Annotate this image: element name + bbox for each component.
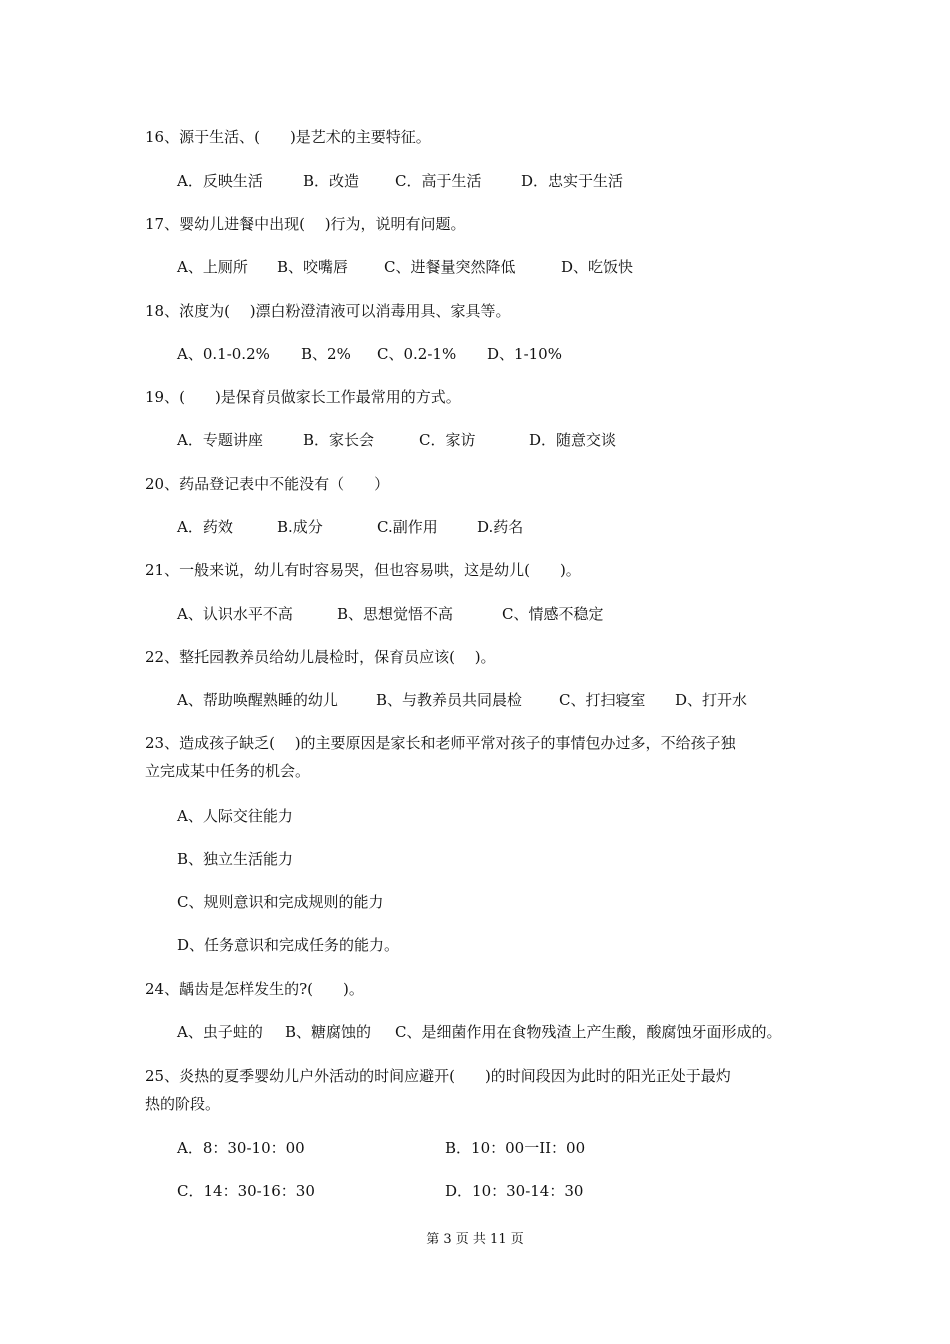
option: A、认识水平不高 [177,605,293,623]
option: D．忠实于生活 [521,172,624,190]
question-23-line-1: 23、造成孩子缺乏( )的主要原因是家长和老师平常对孩子的事情包办过多，不给孩子独 [145,734,736,752]
option: A、上厕所 [177,258,248,276]
option: D、1-10% [487,345,562,363]
question-18: 18、浓度为( )漂白粉澄清液可以消毒用具、家具等。 [145,302,511,320]
options-16 [177,171,623,191]
option: C、打扫寝室 [559,691,646,709]
question-22: 22、整托园教养员给幼儿晨检时，保育员应该( )。 [145,648,496,666]
question-19: 19、( )是保育员做家长工作最常用的方式。 [145,388,461,406]
question-20: 20、药品登记表中不能没有（ ） [145,475,390,493]
option-23-c: C、规则意识和完成规则的能力 [177,893,384,911]
question-23-line-2: 立完成某中任务的机会。 [145,762,311,780]
option: A．8：30-10：00 [177,1139,305,1157]
option: B、与教养员共同晨检 [376,691,523,709]
option: A．反映生活 [177,172,263,190]
options-24 [177,1022,781,1042]
page-footer: 第 3 页 共 11 页 [426,1232,524,1247]
option: A、0.1-0.2% [177,345,270,363]
option: C．高于生活 [395,172,482,190]
option: D、吃饭快 [561,258,634,276]
option: A．专题讲座 [177,431,263,449]
options-25-row-2 [177,1181,583,1201]
options-19 [177,430,616,450]
option: A、虫子蛀的 [177,1023,263,1041]
options-17 [177,257,633,277]
options-18 [177,344,562,364]
question-25-line-2: 热的阶段。 [145,1095,221,1113]
option: C、是细菌作用在食物残渣上产生酸，酸腐蚀牙面形成的。 [395,1023,782,1041]
option: D、打开水 [675,691,748,709]
option: C．家访 [419,431,476,449]
option: B．10：00一II：00 [445,1139,586,1157]
question-25-line-1: 25、炎热的夏季婴幼儿户外活动的时间应避开( )的时间段因为此时的阳光正处于最灼 [145,1067,731,1085]
options-25-row-1 [177,1138,585,1158]
option: C、情感不稳定 [502,605,604,623]
option: C、0.2-1% [377,345,457,363]
question-24: 24、龋齿是怎样发生的?( )。 [145,980,364,998]
option: B．改造 [303,172,360,190]
option: C.副作用 [377,518,438,536]
options-21 [177,604,603,624]
question-16: 16、源于生活、( )是艺术的主要特征。 [145,128,431,146]
question-17: 17、婴幼儿进餐中出现( )行为，说明有问题。 [145,215,466,233]
option: C、进餐量突然降低 [384,258,516,276]
option: D.药名 [477,518,524,536]
option: D．10：30-14：30 [445,1182,584,1200]
option: B．家长会 [303,431,375,449]
option: B、2% [301,345,351,363]
option: D．随意交谈 [529,431,617,449]
option-23-a: A、人际交往能力 [177,807,293,825]
option: C．14：30-16：30 [177,1182,315,1200]
question-21: 21、一般来说，幼儿有时容易哭，但也容易哄，这是幼儿( )。 [145,561,581,579]
options-20 [177,517,523,537]
option: B.成分 [277,518,323,536]
options-22 [177,690,747,710]
option-23-d: D、任务意识和完成任务的能力。 [177,936,400,954]
option: B、咬嘴唇 [277,258,349,276]
option: B、思想觉悟不高 [337,605,454,623]
option: A、帮助唤醒熟睡的幼儿 [177,691,338,709]
option: B、糖腐蚀的 [285,1023,372,1041]
option: A．药效 [177,518,233,536]
option-23-b: B、独立生活能力 [177,850,294,868]
